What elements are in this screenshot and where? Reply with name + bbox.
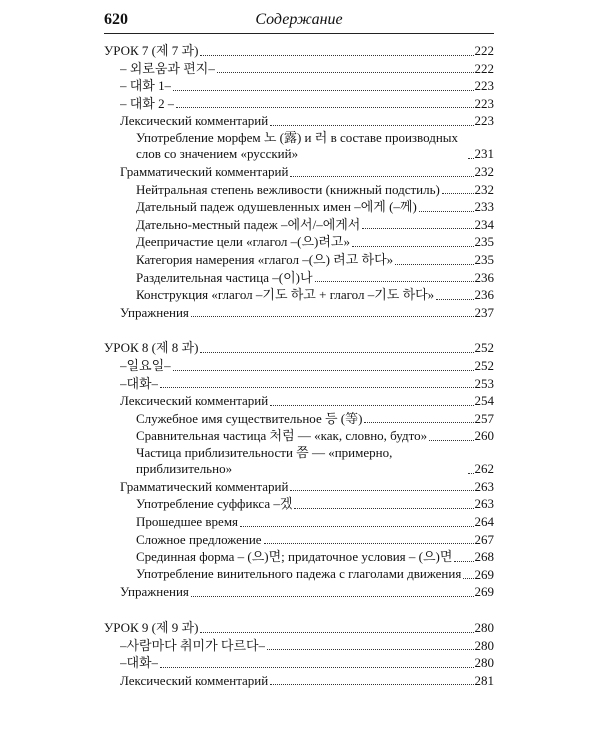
- toc-entry[interactable]: [104, 304, 494, 322]
- toc-entry-page: 280: [474, 655, 494, 671]
- dot-leader: [419, 211, 474, 212]
- table-of-contents: [104, 42, 494, 689]
- dot-leader: [429, 440, 473, 441]
- toc-entry-page: 260: [474, 428, 494, 444]
- dot-leader: [176, 107, 473, 108]
- dot-leader: [468, 158, 474, 159]
- dot-leader: [468, 473, 474, 474]
- dot-leader: [200, 352, 473, 353]
- toc-entry-page: 280: [474, 637, 494, 653]
- toc-entry-page: 254: [474, 393, 494, 409]
- header-rule: [104, 33, 494, 34]
- toc-entry[interactable]: [104, 112, 494, 130]
- toc-entry-title: УРОК 8 (제 8 과): [104, 340, 199, 356]
- toc-entry-title: Лексический комментарий: [120, 393, 269, 409]
- toc-entry-title: – 외로움과 편지–: [120, 60, 215, 76]
- toc-entry-page: 262: [474, 461, 494, 477]
- toc-entry[interactable]: [104, 181, 494, 199]
- toc-entry-title: Сравнительная частица 처럼 — «как, словно, будто»: [136, 428, 428, 444]
- toc-entry-title: Прошедшее время: [136, 514, 239, 530]
- toc-entry-title: –대화–: [120, 375, 159, 391]
- dot-leader: [191, 316, 474, 317]
- dot-leader: [217, 72, 474, 73]
- toc-entry-title: –대화–: [120, 655, 159, 671]
- toc-entry-title: Деепричастие цели «глагол –(으)려고»: [136, 234, 350, 250]
- dot-leader: [200, 55, 473, 56]
- toc-entry-title: Употребление морфем 노 (露) и 러 в составе производных слов со значением «русский»: [136, 129, 459, 161]
- toc-entry-title: –일요일–: [120, 357, 171, 373]
- dot-leader: [173, 90, 473, 91]
- toc-entry-page: 223: [474, 95, 494, 111]
- dot-leader: [270, 684, 473, 685]
- toc-entry-title: – 대화 1–: [120, 78, 172, 94]
- toc-entry[interactable]: [104, 583, 494, 601]
- toc-entry[interactable]: [104, 163, 494, 181]
- toc-entry[interactable]: [104, 77, 494, 95]
- toc-entry-title: Частица приблизительности 쯤 — «примерно, приблизительно»: [136, 444, 393, 476]
- toc-entry-title: УРОК 7 (제 7 과): [104, 43, 199, 58]
- toc-entry-title: Грамматический комментарий: [120, 163, 289, 179]
- toc-entry-page: 281: [474, 672, 494, 688]
- page-header: [104, 9, 494, 33]
- toc-entry-title: Сложное предложение: [136, 531, 262, 547]
- toc-entry-page: 235: [474, 251, 494, 267]
- toc-entry-page: 232: [474, 163, 494, 179]
- toc-entry[interactable]: [104, 566, 494, 584]
- toc-entry-page: 231: [474, 146, 494, 162]
- toc-entry-page: 267: [474, 531, 494, 547]
- toc-entry-page: 269: [474, 584, 494, 600]
- dot-leader: [264, 543, 474, 544]
- toc-entry-page: 236: [474, 287, 494, 303]
- toc-entry-title: Упражнения: [120, 304, 189, 320]
- toc-entry-page: 253: [474, 375, 494, 391]
- toc-entry[interactable]: [104, 339, 494, 357]
- toc-entry-page: 222: [474, 43, 494, 58]
- toc-entry-title: Лексический комментарий: [120, 113, 269, 129]
- toc-entry-page: 223: [474, 113, 494, 129]
- toc-entry[interactable]: [104, 478, 494, 496]
- toc-entry-title: – 대화 2 –: [120, 95, 175, 111]
- dot-leader: [362, 228, 473, 229]
- dot-leader: [160, 387, 473, 388]
- toc-chapter: [104, 339, 494, 601]
- toc-entry-title: Грамматический комментарий: [120, 478, 289, 494]
- toc-entry[interactable]: [104, 375, 494, 393]
- dot-leader: [454, 561, 473, 562]
- toc-entry[interactable]: [104, 95, 494, 113]
- toc-entry-page: 234: [474, 216, 494, 232]
- toc-chapter: [104, 619, 494, 689]
- toc-entry[interactable]: [104, 637, 494, 655]
- toc-entry-page: 257: [474, 410, 494, 426]
- toc-entry[interactable]: [104, 548, 494, 566]
- dot-leader: [364, 422, 473, 423]
- toc-entry-title: Употребление суффикса –겠: [136, 496, 293, 512]
- dot-leader: [240, 526, 473, 527]
- toc-entry[interactable]: [104, 445, 494, 478]
- toc-entry-title: Употребление винительного падежа с глаголами движения: [136, 566, 462, 582]
- toc-entry-page: 252: [474, 357, 494, 373]
- dot-leader: [352, 246, 474, 247]
- toc-entry-page: 233: [474, 199, 494, 215]
- toc-entry-page: 236: [474, 269, 494, 285]
- toc-entry-page: 223: [474, 78, 494, 94]
- running-title: Содержание: [255, 11, 343, 28]
- toc-entry[interactable]: [104, 619, 494, 637]
- dot-leader: [463, 578, 473, 579]
- toc-entry-title: Дательный падеж одушевленных имен –에게 (–께): [136, 199, 417, 215]
- toc-entry-page: 280: [474, 620, 494, 636]
- toc-entry-title: УРОК 9 (제 9 과): [104, 620, 199, 636]
- dot-leader: [267, 649, 473, 650]
- toc-entry-page: 235: [474, 234, 494, 250]
- toc-entry[interactable]: [104, 60, 494, 78]
- toc-entry[interactable]: [104, 427, 494, 445]
- toc-entry[interactable]: [104, 251, 494, 269]
- toc-entry-title: Разделительная частица –(이)나: [136, 269, 313, 285]
- toc-entry[interactable]: [104, 357, 494, 375]
- toc-entry[interactable]: [104, 198, 494, 216]
- toc-entry[interactable]: [104, 233, 494, 251]
- toc-entry[interactable]: [104, 495, 494, 513]
- toc-entry-title: –사람마다 취미가 다르다–: [120, 637, 266, 653]
- toc-entry[interactable]: [104, 513, 494, 531]
- dot-leader: [442, 193, 474, 194]
- toc-entry[interactable]: [104, 392, 494, 410]
- toc-entry-page: 232: [474, 181, 494, 197]
- dot-leader: [395, 264, 473, 265]
- toc-entry-page: 269: [474, 566, 494, 582]
- dot-leader: [191, 596, 474, 597]
- dot-leader: [436, 299, 473, 300]
- dot-leader: [160, 667, 473, 668]
- toc-entry-page: 263: [474, 478, 494, 494]
- toc-entry-page: 268: [474, 549, 494, 565]
- toc-entry-page: 237: [474, 304, 494, 320]
- toc-entry[interactable]: [104, 216, 494, 234]
- toc-entry-page: 252: [474, 340, 494, 356]
- dot-leader: [294, 508, 473, 509]
- toc-entry[interactable]: [104, 672, 494, 690]
- toc-entry-page: 222: [474, 60, 494, 76]
- toc-chapter: [104, 42, 494, 321]
- toc-entry[interactable]: [104, 286, 494, 304]
- dot-leader: [270, 405, 473, 406]
- toc-entry-title: Упражнения: [120, 584, 189, 600]
- toc-entry[interactable]: [104, 654, 494, 672]
- toc-entry[interactable]: [104, 42, 494, 60]
- page-number: 620: [104, 11, 128, 28]
- toc-entry-page: 264: [474, 514, 494, 530]
- dot-leader: [270, 125, 473, 126]
- dot-leader: [315, 281, 474, 282]
- toc-entry-title: Категория намерения «глагол –(으) 려고 하다»: [136, 251, 394, 267]
- toc-entry[interactable]: [104, 130, 494, 163]
- dot-leader: [200, 632, 473, 633]
- toc-entry[interactable]: [104, 531, 494, 549]
- toc-entry-title: Нейтральная степень вежливости (книжный подстиль): [136, 181, 440, 197]
- toc-entry[interactable]: [104, 410, 494, 428]
- toc-entry-title: Дательно-местный падеж –에서/–에게서: [136, 216, 361, 232]
- toc-entry-page: 263: [474, 496, 494, 512]
- toc-entry[interactable]: [104, 269, 494, 287]
- dot-leader: [173, 370, 474, 371]
- toc-entry-title: Лексический комментарий: [120, 672, 269, 688]
- toc-entry-title: Конструкция «глагол –기도 하고 + глагол –기도 하다»: [136, 287, 435, 303]
- dot-leader: [290, 176, 473, 177]
- toc-entry-title: Служебное имя существительное 등 (等): [136, 410, 363, 426]
- dot-leader: [290, 490, 473, 491]
- toc-entry-title: Срединная форма – (으)면; придаточное условия – (으)면: [136, 549, 453, 565]
